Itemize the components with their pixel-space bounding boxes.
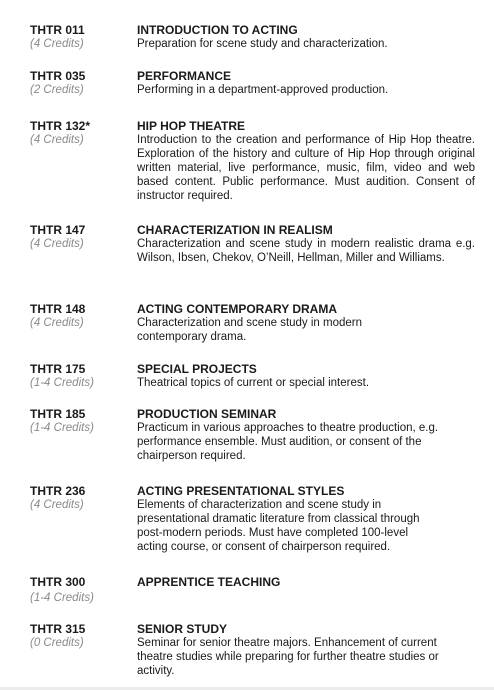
course-code: THTR 185 [30, 407, 86, 421]
course-code: THTR 147 [30, 223, 86, 237]
course-code-column [30, 484, 130, 512]
course-code-column [30, 69, 130, 97]
course-code: THTR 011 [30, 23, 85, 37]
course-description: Seminar for senior theatre majors. Enhancement of current theatre studies while preparing for further theatre studies or activity. [137, 637, 439, 677]
course-credits: (4 Credits) [30, 238, 84, 250]
course-title: INTRODUCTION TO ACTING [137, 23, 298, 37]
course-code-column [30, 407, 130, 435]
course-credits: (4 Credits) [30, 134, 84, 146]
course-code: THTR 236 [30, 484, 86, 498]
course-info-column [137, 23, 479, 51]
course-title: CHARACTERIZATION IN REALISM [137, 223, 333, 237]
course-title: HIP HOP THEATRE [137, 119, 246, 133]
course-info-column [137, 223, 479, 265]
course-info-column [137, 119, 479, 203]
course-info-column [137, 302, 479, 344]
course-title: PERFORMANCE [137, 69, 232, 83]
course-title: ACTING PRESENTATIONAL STYLES [137, 484, 345, 498]
course-code-column [30, 622, 130, 650]
course-description: Introduction to the creation and performance of Hip Hop theatre. Exploration of the history and culture of Hip Hop through original written material, live performance, music, film, video and web based content. Public performance. Must audition. Consent of instructor required. [137, 134, 475, 202]
course-title: SPECIAL PROJECTS [137, 362, 257, 376]
course-credits: (4 Credits) [30, 317, 84, 329]
course-code: THTR 315 [30, 622, 86, 636]
course-info-column [137, 575, 479, 589]
course-code-column [30, 223, 130, 251]
course-info-column [137, 69, 479, 97]
course-credits: (1-4 Credits) [30, 592, 94, 604]
course-info-column [137, 484, 479, 554]
course-description: Elements of characterization and scene study in presentational dramatic literature from classical through post-modern periods. Must have completed 100-level acting course, or consent of chairperson required. [137, 499, 420, 553]
course-description: Preparation for scene study and characterization. [137, 38, 388, 50]
course-title: APPRENTICE TEACHING [137, 575, 281, 589]
course-title: PRODUCTION SEMINAR [137, 407, 277, 421]
course-description: Characterization and scene study in modern realistic drama e.g. Wilson, Ibsen, Chekov, O’Neill, Hellman, Miller and Williams. [137, 238, 475, 264]
course-info-column [137, 362, 479, 390]
course-credits: (1-4 Credits) [30, 377, 94, 389]
course-code: THTR 148 [30, 302, 86, 316]
course-credits: (1-4 Credits) [30, 422, 94, 434]
course-description: Practicum in various approaches to theatre production, e.g. performance ensemble. Must audition, or consent of the chairperson required. [137, 422, 439, 462]
course-credits: (2 Credits) [30, 84, 84, 96]
course-code-column [30, 575, 130, 605]
course-description: Performing in a department-approved production. [137, 84, 389, 96]
course-info-column [137, 407, 479, 463]
course-code-column [30, 362, 130, 390]
course-code: THTR 300 [30, 575, 86, 589]
course-code: THTR 035 [30, 69, 86, 83]
course-code-column [30, 302, 130, 330]
course-title: SENIOR STUDY [137, 622, 228, 636]
course-credits: (4 Credits) [30, 38, 84, 50]
course-title: ACTING CONTEMPORARY DRAMA [137, 302, 337, 316]
course-description: Characterization and scene study in modern contemporary drama. [137, 317, 363, 343]
course-credits: (0 Credits) [30, 637, 84, 649]
course-code-column [30, 23, 130, 51]
course-credits: (4 Credits) [30, 499, 84, 511]
course-info-column [137, 622, 479, 678]
course-description: Theatrical topics of current or special interest. [137, 377, 370, 389]
course-code-column [30, 119, 130, 147]
course-code: THTR 175 [30, 362, 86, 376]
course-code: THTR 132* [30, 119, 91, 133]
